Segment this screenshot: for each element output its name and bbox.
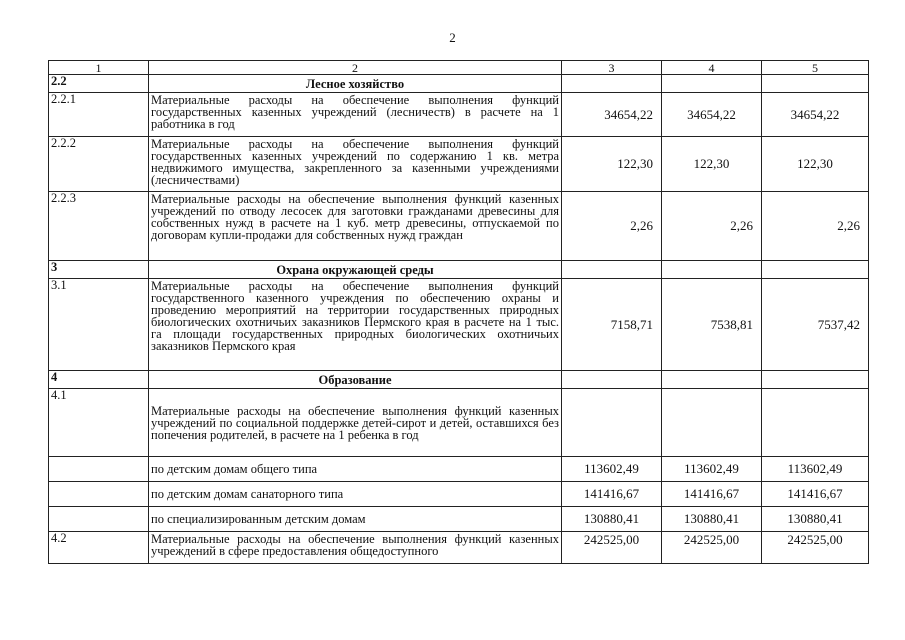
column-number: 4 bbox=[662, 61, 762, 75]
value-col4: 2,26 bbox=[662, 192, 762, 261]
empty-cell bbox=[662, 389, 762, 457]
row-description: Материальные расходы на обеспечение выполнения функций государственного казенного учреждения по обеспечению охраны и проведению мероприятий на территории государственных природных биологических охотничьих заказников Пермского края в расчете на 1 тыс. га площади государственных природных биологических охотничьих заказников Пермского края bbox=[149, 279, 562, 371]
value-col3: 242525,00 bbox=[562, 532, 662, 564]
section-title: Образование bbox=[149, 371, 562, 389]
section-title: Лесное хозяйство bbox=[149, 75, 562, 93]
section-code: 4 bbox=[49, 371, 149, 389]
value-col3: 2,26 bbox=[562, 192, 662, 261]
value-col4: 34654,22 bbox=[662, 93, 762, 137]
value-col3: 141416,67 bbox=[562, 482, 662, 507]
section-code: 3 bbox=[49, 261, 149, 279]
row-description: Материальные расходы на обеспечение выполнения функций государственных казенных учреждений (лесничеств) в расчете на 1 работника в год bbox=[149, 93, 562, 137]
row-code: 2.2.2 bbox=[49, 137, 149, 192]
empty-cell bbox=[49, 457, 149, 482]
empty-cell bbox=[49, 482, 149, 507]
value-col5: 141416,67 bbox=[762, 482, 869, 507]
row-description: по специализированным детским домам bbox=[149, 507, 562, 532]
empty-cell bbox=[562, 75, 662, 93]
column-number: 2 bbox=[149, 61, 562, 75]
empty-cell bbox=[762, 261, 869, 279]
value-col4: 122,30 bbox=[662, 137, 762, 192]
row-code: 4.2 bbox=[49, 532, 149, 564]
row-description: Материальные расходы на обеспечение выполнения функций казенных учреждений по социальной поддержке детей-сирот и детей, оставшихся без попечения родителей, в расчете на 1 ребенка в год bbox=[149, 389, 562, 457]
row-description: Материальные расходы на обеспечение выполнения функций казенных учреждений по отводу лесосек для заготовки гражданами древесины для собственных нужд в расчете на 1 куб. метр древесины, отпускаемой по договорам купли-продажи для собственных нужд граждан bbox=[149, 192, 562, 261]
table-row bbox=[49, 482, 869, 507]
section-row bbox=[49, 75, 869, 93]
column-number: 3 bbox=[562, 61, 662, 75]
value-col5: 113602,49 bbox=[762, 457, 869, 482]
row-description: Материальные расходы на обеспечение выполнения функций государственных казенных учреждений по содержанию 1 кв. метра недвижимого имущества, закрепленного за казенными учреждениями (лесничествами) bbox=[149, 137, 562, 192]
table-row bbox=[49, 507, 869, 532]
row-description: по детским домам санаторного типа bbox=[149, 482, 562, 507]
value-col4: 130880,41 bbox=[662, 507, 762, 532]
page-number: 2 bbox=[449, 30, 456, 45]
value-col3: 122,30 bbox=[562, 137, 662, 192]
empty-cell bbox=[662, 371, 762, 389]
empty-cell bbox=[49, 507, 149, 532]
value-col5: 34654,22 bbox=[762, 93, 869, 137]
row-code: 4.1 bbox=[49, 389, 149, 457]
column-number-row bbox=[49, 61, 869, 75]
value-col4: 242525,00 bbox=[662, 532, 762, 564]
empty-cell bbox=[562, 261, 662, 279]
table-row bbox=[49, 532, 869, 564]
value-col3: 130880,41 bbox=[562, 507, 662, 532]
value-col5: 242525,00 bbox=[762, 532, 869, 564]
value-col3: 7158,71 bbox=[562, 279, 662, 371]
table-row bbox=[49, 457, 869, 482]
row-code: 3.1 bbox=[49, 279, 149, 371]
section-code: 2.2 bbox=[49, 75, 149, 93]
empty-cell bbox=[562, 389, 662, 457]
norms-table bbox=[48, 60, 869, 564]
table-row bbox=[49, 279, 869, 371]
empty-cell bbox=[762, 75, 869, 93]
table-row bbox=[49, 192, 869, 261]
value-col5: 2,26 bbox=[762, 192, 869, 261]
section-row bbox=[49, 371, 869, 389]
table-row bbox=[49, 137, 869, 192]
row-description: по детским домам общего типа bbox=[149, 457, 562, 482]
value-col4: 7538,81 bbox=[662, 279, 762, 371]
column-number: 1 bbox=[49, 61, 149, 75]
table-row bbox=[49, 389, 869, 457]
value-col5: 122,30 bbox=[762, 137, 869, 192]
section-title: Охрана окружающей среды bbox=[149, 261, 562, 279]
empty-cell bbox=[662, 75, 762, 93]
empty-cell bbox=[762, 371, 869, 389]
value-col5: 7537,42 bbox=[762, 279, 869, 371]
section-row bbox=[49, 261, 869, 279]
column-number: 5 bbox=[762, 61, 869, 75]
row-description: Материальные расходы на обеспечение выполнения функций казенных учреждений в сфере предоставления общедоступного bbox=[149, 532, 562, 564]
table-row bbox=[49, 93, 869, 137]
empty-cell bbox=[662, 261, 762, 279]
value-col4: 113602,49 bbox=[662, 457, 762, 482]
value-col4: 141416,67 bbox=[662, 482, 762, 507]
value-col3: 34654,22 bbox=[562, 93, 662, 137]
value-col5: 130880,41 bbox=[762, 507, 869, 532]
row-code: 2.2.1 bbox=[49, 93, 149, 137]
empty-cell bbox=[762, 389, 869, 457]
value-col3: 113602,49 bbox=[562, 457, 662, 482]
row-code: 2.2.3 bbox=[49, 192, 149, 261]
empty-cell bbox=[562, 371, 662, 389]
